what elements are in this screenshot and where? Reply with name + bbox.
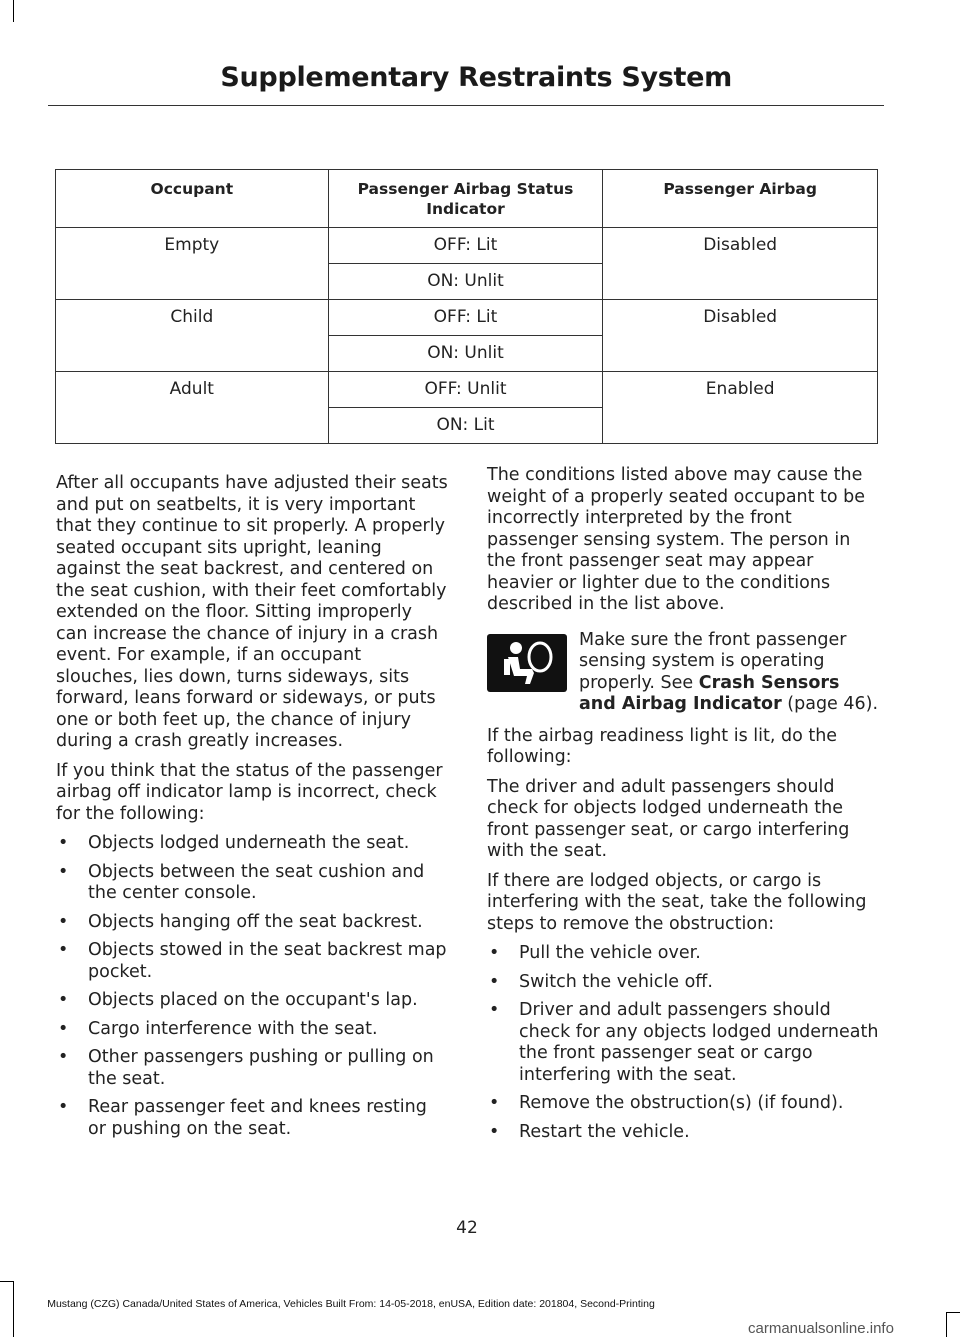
- header-divider: [48, 105, 884, 106]
- list-item-text: Objects hanging off the seat backrest.: [88, 911, 423, 932]
- list-item-text: Objects placed on the occupant's lap.: [88, 990, 418, 1010]
- bullet: •: [58, 1047, 69, 1067]
- note-text: Make sure the front passenger sensing system is operating properly. See: [579, 629, 847, 693]
- list-item: [56, 862, 448, 905]
- crop-mark: [0, 1281, 14, 1282]
- list-item: [487, 1000, 881, 1086]
- list-item-text: Remove the obstruction(s) (if found).: [519, 1093, 844, 1113]
- indicator-on-cell: ON: Unlit: [328, 336, 603, 372]
- bullet: •: [58, 990, 69, 1010]
- check-list: [56, 833, 448, 1140]
- occupant-cell: Empty: [56, 228, 329, 300]
- bullet: •: [489, 943, 500, 963]
- list-item: [56, 912, 448, 934]
- body-paragraph: The conditions listed above may cause the weight of a properly seated occupant to be incorrectly interpreted by the front passenger sensing system. The person in the front passenger seat may appear heavier or lighter due to the conditions described in the list above.: [487, 465, 866, 614]
- bullet: •: [58, 940, 69, 960]
- bullet: •: [58, 861, 69, 882]
- bullet: •: [489, 1121, 500, 1142]
- left-column: [56, 473, 448, 1147]
- list-item: [56, 940, 448, 983]
- indicator-on-cell: ON: Lit: [328, 408, 603, 444]
- body-paragraph: After all occupants have adjusted their seats and put on seatbelts, it is very important that they continue to sit properly. A properly seated occupant sits upright, leaning against the seat backrest, and centered on the seat cushion, with their feet comfortably extended on the floor. Sitting improperly can increase the chance of injury in a crash event. For example, if an occupant slouches, lies down, turns sideways, sits forward, leans forward or sideways, or puts one or both feet up, the chance of injury during a crash greatly increases.: [56, 473, 448, 751]
- indicator-off-cell: OFF: Lit: [328, 228, 603, 264]
- list-item-text: Rear passenger feet and knees resting or pushing on the seat.: [88, 1097, 427, 1139]
- list-item-text: Switch the vehicle off.: [519, 971, 713, 992]
- column-header-status-indicator: Passenger Airbag Status Indicator: [328, 170, 603, 228]
- page-reference: (page 46).: [781, 694, 879, 714]
- bullet: •: [489, 1000, 500, 1020]
- occupant-cell: Child: [56, 300, 329, 372]
- list-item: [56, 990, 448, 1012]
- list-item: [487, 1122, 881, 1144]
- list-item-text: Objects lodged underneath the seat.: [88, 833, 410, 853]
- list-item-text: Driver and adult passengers should check for any objects lodged underneath the front passenger seat or cargo interfering with the seat.: [519, 1000, 879, 1085]
- crop-mark: [13, 0, 14, 22]
- table-row: [56, 372, 878, 408]
- indicator-off-cell: OFF: Unlit: [328, 372, 603, 408]
- airbag-cell: Disabled: [603, 300, 878, 372]
- cross-reference-link[interactable]: Crash Sensors and Airbag Indicator: [579, 672, 840, 714]
- indicator-off-cell: OFF: Lit: [328, 300, 603, 336]
- list-item: [56, 1047, 448, 1090]
- table-row: [56, 300, 878, 336]
- table-header-row: [56, 170, 878, 228]
- bullet: •: [489, 1093, 500, 1113]
- airbag-warning-icon: [487, 634, 567, 692]
- bullet: •: [58, 911, 69, 932]
- list-item-text: Other passengers pushing or pulling on the seat.: [88, 1047, 434, 1089]
- right-column: [487, 465, 881, 1150]
- body-paragraph: If you think that the status of the passenger airbag off indicator lamp is incorrect, check for the following:: [56, 760, 443, 824]
- table-row: [56, 228, 878, 264]
- column-header-occupant: Occupant: [56, 170, 329, 228]
- body-paragraph: The driver and adult passengers should check for objects lodged underneath the front passenger seat, or cargo interfering with the seat.: [487, 776, 850, 861]
- list-item-text: Objects stowed in the seat backrest map pocket.: [88, 940, 447, 982]
- airbag-cell: Disabled: [603, 228, 878, 300]
- page-title: Supplementary Restraints System: [220, 62, 732, 93]
- body-paragraph: If there are lodged objects, or cargo is interfering with the seat, take the following steps to remove the obstruction:: [487, 870, 867, 934]
- list-item: [56, 1097, 448, 1140]
- watermark: carmanualsonline.info: [748, 1320, 894, 1337]
- list-item: [487, 943, 881, 965]
- page-footer: Mustang (CZG) Canada/United States of America, Vehicles Built From: 14-05-2018, enUSA, Edition date: 201804, Second-Printing: [47, 1298, 655, 1310]
- crop-mark: [946, 1312, 947, 1337]
- body-paragraph: If the airbag readiness light is lit, do the following:: [487, 725, 838, 767]
- airbag-status-table: [55, 169, 878, 444]
- list-item: [487, 1093, 881, 1115]
- list-item: [56, 1019, 448, 1041]
- bullet: •: [58, 833, 69, 853]
- column-header-passenger-airbag: Passenger Airbag: [603, 170, 878, 228]
- list-item: [487, 972, 881, 994]
- occupant-cell: Adult: [56, 372, 329, 444]
- bullet: •: [489, 971, 500, 992]
- list-item-text: Restart the vehicle.: [519, 1121, 690, 1142]
- steps-list: [487, 943, 881, 1143]
- bullet: •: [58, 1018, 69, 1039]
- bullet: •: [58, 1097, 69, 1117]
- page-number: 42: [456, 1218, 478, 1238]
- list-item-text: Pull the vehicle over.: [519, 943, 701, 963]
- indicator-on-cell: ON: Unlit: [328, 264, 603, 300]
- airbag-cell: Enabled: [603, 372, 878, 444]
- crop-mark: [946, 1312, 960, 1313]
- list-item: [56, 833, 448, 855]
- note-block: [487, 630, 881, 716]
- list-item-text: Objects between the seat cushion and the center console.: [88, 861, 425, 903]
- list-item-text: Cargo interference with the seat.: [88, 1018, 378, 1039]
